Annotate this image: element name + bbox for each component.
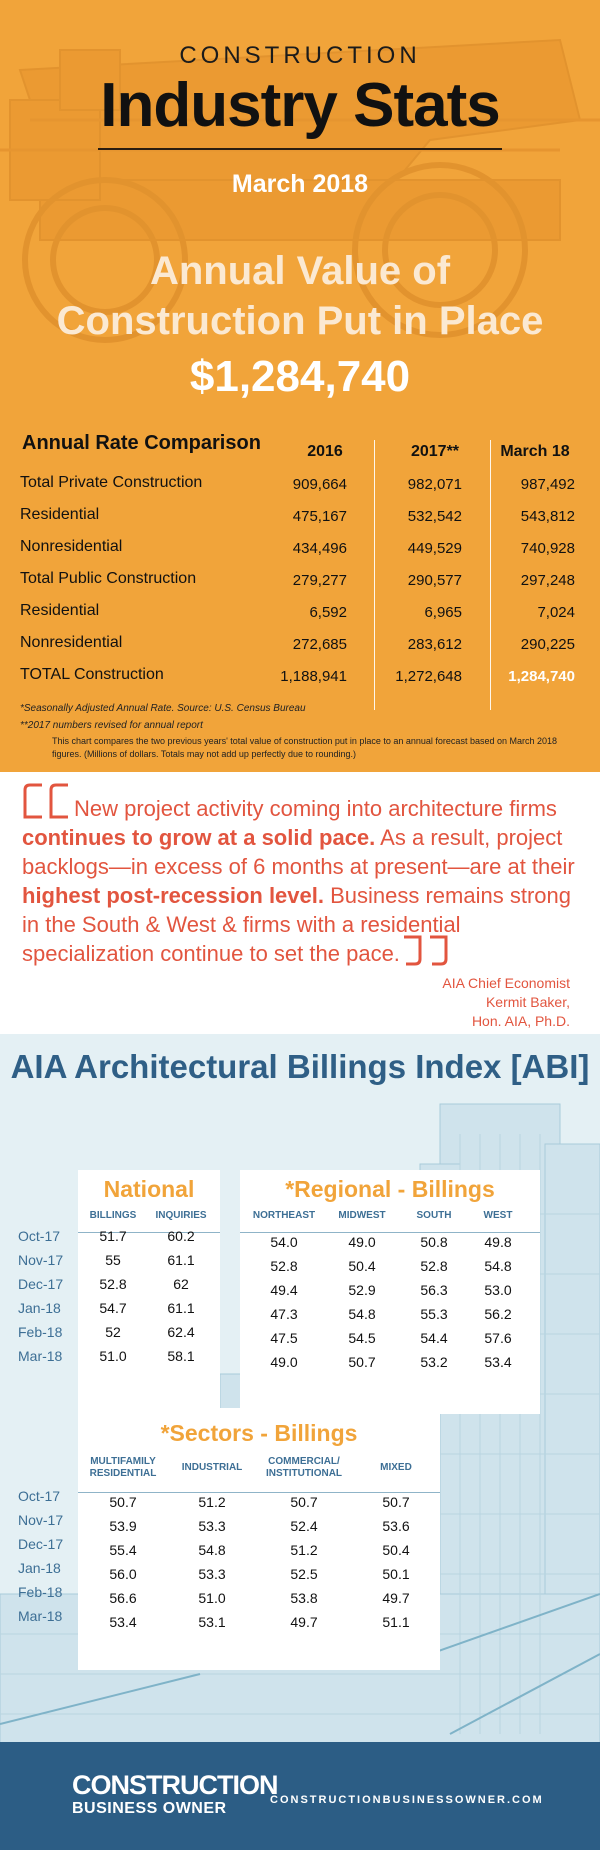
abi-title: AIA Architectural Billings Index [ABI] (10, 1048, 590, 1085)
footnote: **2017 numbers revised for annual report (20, 720, 203, 731)
cell-value: 52.8 (270, 1258, 298, 1274)
cell-value: 56.3 (420, 1282, 448, 1298)
cell-value: 475,167 (292, 508, 347, 525)
cell-value: 55.3 (420, 1306, 448, 1322)
cell-value: 50.4 (382, 1542, 410, 1558)
quote-part: As a result, project backlogs—in excess of 6 months at present—are at their (22, 825, 575, 879)
kicker: CONSTRUCTION (179, 42, 421, 69)
panel-title: *Sectors - Billings (160, 1420, 358, 1446)
cell-value: 60.2 (167, 1228, 195, 1244)
month-label: Jan-18 (18, 1300, 61, 1316)
row-label: Nonresidential (20, 538, 123, 555)
logo-line-1: CONSTRUCTION (72, 1770, 278, 1800)
cell-value: 55 (105, 1252, 121, 1268)
close-quote-icon (400, 935, 454, 967)
cell-value: 53.9 (109, 1518, 137, 1534)
table-description: This chart compares the two previous years' total value of construction put in place to an annual forecast based on March 2018 figures. (Millions of dollars. Totals may not add up perfectly due to rounding.) (52, 736, 558, 759)
cell-value: 51.1 (382, 1614, 410, 1630)
cell-value: 50.8 (420, 1234, 448, 1250)
cell-value: 61.1 (167, 1300, 195, 1316)
logo-line-2: BUSINESS OWNER (72, 1800, 227, 1817)
table-row (0, 660, 600, 692)
page-title: Industry Stats (100, 71, 500, 140)
column-header: BILLINGS (89, 1210, 137, 1221)
cell-value: 56.0 (109, 1566, 137, 1582)
quote-text (22, 794, 582, 971)
cell-value: 50.1 (382, 1566, 410, 1582)
panel-title: National (103, 1176, 195, 1202)
cell-value: 49.8 (484, 1234, 512, 1250)
cell-value: 740,928 (520, 540, 575, 557)
column-header-line: INSTITUTIONAL (265, 1468, 343, 1479)
month-label: Nov-17 (18, 1512, 64, 1528)
cell-value-highlight: 1,284,740 (508, 668, 575, 685)
month-label: Dec-17 (18, 1276, 64, 1292)
cell-value: 51.2 (290, 1542, 318, 1558)
regional-panel (240, 1170, 540, 1414)
column-header: WEST (483, 1210, 513, 1221)
column-header-line: MULTIFAMILY (90, 1456, 156, 1467)
cell-value: 50.7 (382, 1494, 410, 1510)
value-title (0, 246, 600, 346)
cell-value: 57.6 (484, 1330, 512, 1346)
column-header (254, 1456, 354, 1480)
cell-value: 53.2 (420, 1354, 448, 1370)
value-title-line-2: Construction Put in Place (56, 299, 544, 343)
cell-value: 1,188,941 (280, 668, 347, 685)
cell-value: 1,272,648 (395, 668, 462, 685)
cell-value: 52.4 (290, 1518, 318, 1534)
cell-value: 543,812 (520, 508, 575, 525)
cell-value: 297,248 (520, 572, 575, 589)
cell-value: 449,529 (407, 540, 462, 557)
row-label: Nonresidential (20, 634, 123, 651)
cell-value: 52.9 (348, 1282, 376, 1298)
cell-value: 62.4 (167, 1324, 195, 1340)
cell-value: 53.6 (382, 1518, 410, 1534)
report-month: March 2018 (231, 170, 369, 198)
cell-value: 62 (173, 1276, 189, 1292)
divider (78, 1492, 440, 1493)
cell-value: 54.7 (99, 1300, 127, 1316)
cell-value: 909,664 (292, 476, 347, 493)
cell-value: 55.4 (109, 1542, 137, 1558)
table-row (0, 532, 600, 564)
attribution-line: Kermit Baker, (485, 994, 570, 1010)
cell-value: 51.2 (198, 1494, 226, 1510)
cell-value: 290,225 (520, 636, 575, 653)
cell-value: 7,024 (537, 604, 575, 621)
national-panel (78, 1170, 220, 1414)
value-title-line-1: Annual Value of (149, 249, 451, 293)
month-label: Feb-18 (18, 1324, 63, 1340)
cell-value: 987,492 (520, 476, 575, 493)
column-header (356, 1462, 436, 1474)
cell-value: 6,592 (309, 604, 347, 621)
cell-value: 53.4 (109, 1614, 137, 1630)
quote-part: New project activity coming into architecture firms (74, 796, 557, 821)
month-label: Feb-18 (18, 1584, 63, 1600)
cell-value: 434,496 (292, 540, 347, 557)
annual-value: $1,284,740 (189, 352, 411, 401)
cell-value: 49.7 (290, 1614, 318, 1630)
cell-value: 54.0 (270, 1234, 298, 1250)
quote-section (0, 772, 600, 1034)
month-label: Oct-17 (18, 1228, 61, 1244)
column-header-2017: 2017** (410, 443, 460, 460)
table-row (0, 596, 600, 628)
footer (0, 1742, 600, 1850)
column-header-line: COMMERCIAL/ (268, 1456, 340, 1467)
cell-value: 53.3 (198, 1566, 226, 1582)
abi-section (0, 1034, 600, 1742)
cell-value: 54.5 (348, 1330, 376, 1346)
divider (240, 1232, 540, 1233)
column-header-line: INDUSTRIAL (181, 1462, 243, 1473)
attribution-line: AIA Chief Economist (442, 975, 570, 991)
panel-title: *Regional - Billings (285, 1176, 495, 1202)
cell-value: 53.0 (484, 1282, 512, 1298)
cell-value: 272,685 (292, 636, 347, 653)
cell-value: 51.7 (99, 1228, 127, 1244)
cell-value: 532,542 (407, 508, 462, 525)
cell-value: 53.4 (484, 1354, 512, 1370)
month-label: Mar-18 (18, 1608, 63, 1624)
cell-value: 50.7 (290, 1494, 318, 1510)
column-header: NORTHEAST (252, 1210, 316, 1221)
cell-value: 49.0 (270, 1354, 298, 1370)
cell-value: 982,071 (407, 476, 462, 493)
footnote: *Seasonally Adjusted Annual Rate. Source: U.S. Census Bureau (20, 703, 306, 714)
table-row (0, 628, 600, 660)
cell-value: 58.1 (167, 1348, 195, 1364)
cell-value: 52.8 (99, 1276, 127, 1292)
cell-value: 56.2 (484, 1306, 512, 1322)
cell-value: 53.8 (290, 1590, 318, 1606)
column-header-line: MIXED (380, 1462, 412, 1473)
cell-value: 52 (105, 1324, 121, 1340)
cell-value: 6,965 (424, 604, 462, 621)
cell-value: 50.7 (348, 1354, 376, 1370)
header-section (0, 0, 600, 772)
cell-value: 290,577 (407, 572, 462, 589)
cell-value: 50.4 (348, 1258, 376, 1274)
cell-value: 54.8 (198, 1542, 226, 1558)
month-label: Nov-17 (18, 1252, 64, 1268)
column-header-2016: 2016 (307, 443, 343, 460)
cell-value: 54.8 (484, 1258, 512, 1274)
cell-value: 54.4 (420, 1330, 448, 1346)
column-header: SOUTH (416, 1210, 452, 1221)
month-label: Jan-18 (18, 1560, 61, 1576)
cell-value: 53.1 (198, 1614, 226, 1630)
cell-value: 49.4 (270, 1282, 298, 1298)
table-row (0, 500, 600, 532)
row-label: Total Private Construction (20, 474, 203, 491)
cell-value: 283,612 (407, 636, 462, 653)
title-divider (98, 148, 502, 150)
table-title: Annual Rate Comparison (22, 432, 261, 454)
cell-value: 49.7 (382, 1590, 410, 1606)
row-label: TOTAL Construction (20, 666, 164, 683)
cell-value: 50.7 (109, 1494, 137, 1510)
month-label: Mar-18 (18, 1348, 63, 1364)
website-link[interactable]: CONSTRUCTIONBUSINESSOWNER.COM (270, 1794, 544, 1806)
column-header (78, 1456, 168, 1480)
cell-value: 51.0 (99, 1348, 127, 1364)
row-label: Residential (20, 602, 100, 619)
attribution-line: Hon. AIA, Ph.D. (471, 1013, 570, 1029)
column-header-march-18: March 18 (500, 443, 570, 460)
table-row (0, 564, 600, 596)
row-label: Total Public Construction (20, 570, 197, 587)
column-header-line: RESIDENTIAL (89, 1468, 157, 1479)
cell-value: 52.8 (420, 1258, 448, 1274)
cell-value: 52.5 (290, 1566, 318, 1582)
sectors-panel (78, 1408, 440, 1670)
quote-emphasis: highest post-recession level. (22, 883, 324, 908)
column-header: MIDWEST (338, 1210, 386, 1221)
table-footnotes (20, 700, 306, 734)
cell-value: 54.8 (348, 1306, 376, 1322)
cell-value: 56.6 (109, 1590, 137, 1606)
month-label: Oct-17 (18, 1488, 61, 1504)
cell-value: 279,277 (292, 572, 347, 589)
month-label: Dec-17 (18, 1536, 64, 1552)
cell-value: 47.3 (270, 1306, 298, 1322)
row-label: Residential (20, 506, 100, 523)
quote-attribution (442, 974, 570, 1031)
cell-value: 53.3 (198, 1518, 226, 1534)
quote-emphasis: continues to grow at a solid pace. (22, 825, 376, 850)
cell-value: 49.0 (348, 1234, 376, 1250)
column-header (172, 1462, 252, 1474)
cell-value: 47.5 (270, 1330, 298, 1346)
column-header: INQUIRIES (155, 1210, 207, 1221)
cell-value: 51.0 (198, 1590, 226, 1606)
table-row (0, 468, 600, 500)
cell-value: 61.1 (167, 1252, 195, 1268)
quote-part: Business remains strong in the South & West & firms with a residential specialization continue to set the pace. (22, 883, 571, 966)
